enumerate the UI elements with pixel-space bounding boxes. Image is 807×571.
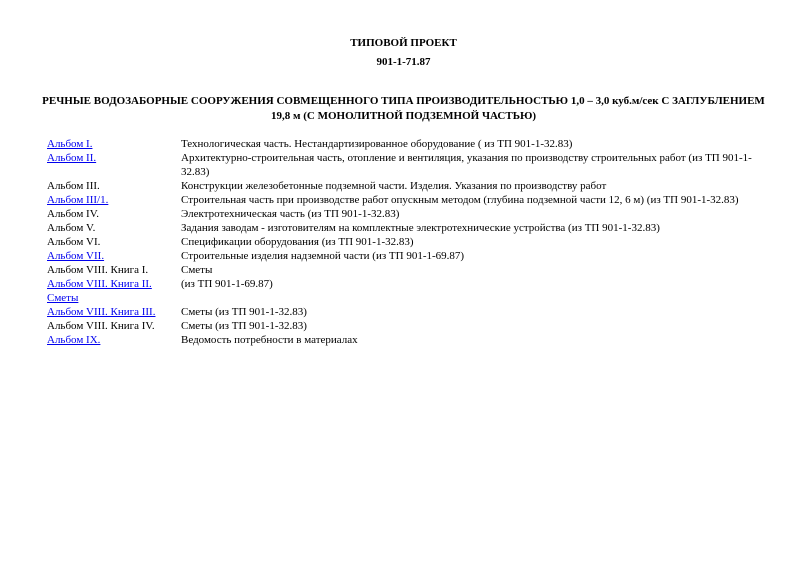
album-label-cell	[47, 291, 181, 305]
album-row	[47, 235, 772, 249]
album-label-cell	[47, 305, 181, 319]
project-code: 901-1-71.87	[376, 56, 431, 68]
album-row	[47, 291, 772, 305]
album-label-cell	[47, 137, 181, 151]
album-row	[47, 151, 772, 179]
album-row	[47, 333, 772, 347]
album-label-cell	[47, 319, 181, 333]
album-link[interactable]: Сметы	[47, 292, 79, 304]
album-description: Задания заводам - изготовителям на комплектные электротехнические устройства (из ТП 901-1-32.83)	[181, 222, 660, 234]
album-link[interactable]: Альбом II.	[47, 152, 97, 164]
album-link[interactable]: Альбом I.	[47, 138, 93, 150]
album-link[interactable]: Альбом VIII. Книга III.	[47, 306, 156, 318]
album-row	[47, 179, 772, 193]
album-row	[47, 207, 772, 221]
album-label: Альбом IV.	[47, 208, 99, 220]
album-link[interactable]: Альбом VIII. Книга II.	[47, 278, 152, 290]
album-label: Альбом VI.	[47, 236, 101, 248]
album-description: Архитектурно-строительная часть, отопление и вентиляция, указания по производству строительных работ (из ТП 901-1-32.83)	[181, 152, 752, 178]
album-label-cell	[47, 235, 181, 249]
album-description: Сметы (из ТП 901-1-32.83)	[181, 306, 307, 318]
album-row	[47, 193, 772, 207]
album-label-cell	[47, 277, 181, 291]
album-row	[47, 221, 772, 235]
album-link[interactable]: Альбом VII.	[47, 250, 105, 262]
album-row	[47, 263, 772, 277]
project-subtitle: РЕЧНЫЕ ВОДОЗАБОРНЫЕ СООРУЖЕНИЯ СОВМЕЩЕННОГО ТИПА ПРОИЗВОДИТЕЛЬНОСТЬЮ 1,0 – 3,0 куб.м/сек С ЗАГЛУБЛЕНИЕМ 19,8 м (С МОНОЛИТНОЙ ПОДЗЕМНОЙ ЧАСТЬЮ)	[42, 95, 765, 122]
album-label-cell	[47, 151, 181, 165]
album-label: Альбом VIII. Книга I.	[47, 264, 149, 276]
album-row	[47, 305, 772, 319]
album-label-cell	[47, 249, 181, 263]
album-label: Альбом III.	[47, 180, 100, 192]
album-description: Электротехническая часть (из ТП 901-1-32.83)	[181, 208, 400, 220]
album-row	[47, 277, 772, 291]
album-description: Сметы (из ТП 901-1-32.83)	[181, 320, 307, 332]
album-label-cell	[47, 193, 181, 207]
album-label: Альбом V.	[47, 222, 96, 234]
album-description: Технологическая часть. Нестандартизированное оборудование ( из ТП 901-1-32.83)	[181, 138, 573, 150]
album-row	[47, 249, 772, 263]
album-link[interactable]: Альбом III/1.	[47, 194, 109, 206]
album-row	[47, 319, 772, 333]
album-description: Ведомость потребности в материалах	[181, 334, 358, 346]
document-title: ТИПОВОЙ ПРОЕКТ	[350, 37, 457, 49]
album-description: Сметы	[181, 264, 213, 276]
album-label-cell	[47, 221, 181, 235]
album-list	[47, 137, 772, 347]
album-link[interactable]: Альбом IX.	[47, 334, 101, 346]
album-label: Альбом VIII. Книга IV.	[47, 320, 155, 332]
album-label-cell	[47, 333, 181, 347]
album-label-cell	[47, 179, 181, 193]
album-description: Строительная часть при производстве работ опускным методом (глубина подземной части 12, 6 м) (из ТП 901-1-32.83)	[181, 194, 739, 206]
album-label-cell	[47, 263, 181, 277]
album-row	[47, 137, 772, 151]
album-description: Спецификации оборудования (из ТП 901-1-32.83)	[181, 236, 414, 248]
album-label-cell	[47, 207, 181, 221]
album-description: Строительные изделия надземной части (из ТП 901-1-69.87)	[181, 250, 465, 262]
album-description: (из ТП 901-1-69.87)	[181, 278, 273, 290]
album-description: Конструкции железобетонные подземной части. Изделия. Указания по производству работ	[181, 180, 607, 192]
